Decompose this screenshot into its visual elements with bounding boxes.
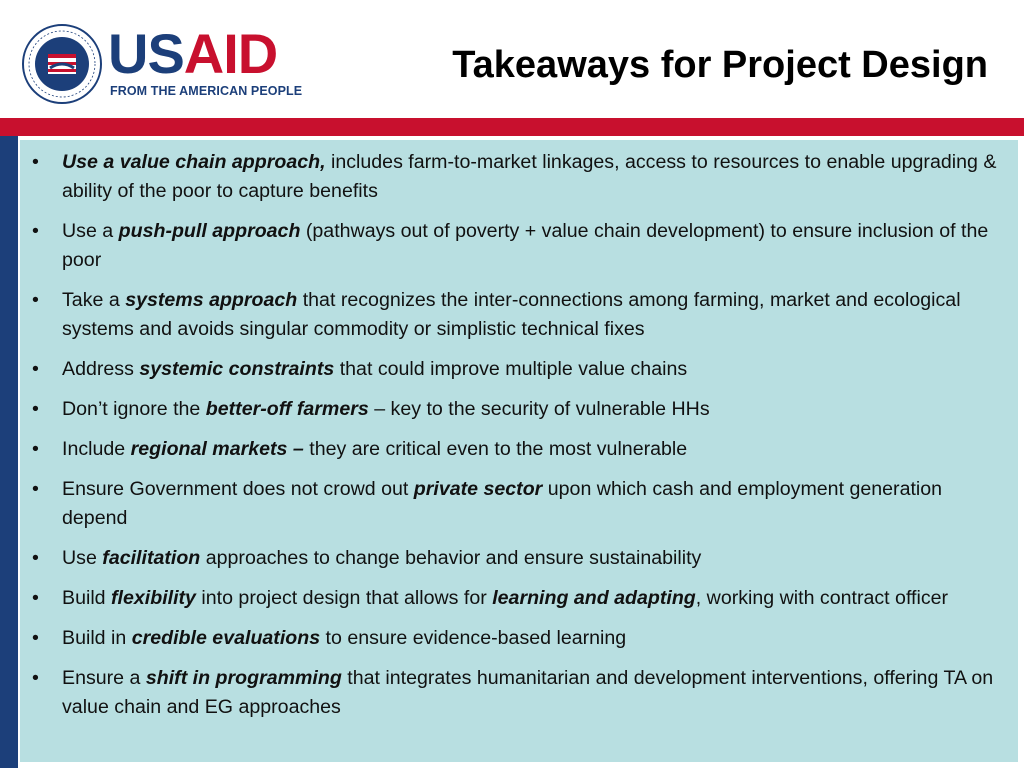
bullet-emphasis: shift in programming (145, 667, 342, 689)
bullet-item (20, 664, 1004, 722)
bullet-text: Build in (62, 627, 132, 649)
bullet-dot-icon: • (32, 547, 39, 569)
bullet-text: Ensure a (62, 667, 146, 689)
slide-title: Takeaways for Project Design (452, 44, 988, 86)
slide-header (0, 0, 1024, 118)
bullet-item (20, 544, 1004, 573)
bullet-text: Use a (62, 220, 119, 242)
bullet-text: that could improve multiple value chains (334, 358, 688, 380)
bullet-emphasis: credible evaluations (131, 627, 321, 649)
bullet-text: to ensure evidence-based learning (320, 627, 627, 649)
bullet-dot-icon: • (32, 151, 39, 173)
bullet-item (20, 475, 1004, 533)
bullet-list (20, 148, 1004, 722)
bullet-dot-icon: • (32, 478, 39, 500)
bullet-item (20, 217, 1004, 275)
bullet-text: Address (62, 358, 140, 380)
bullet-text: approaches to change behavior and ensure sustainability (200, 547, 702, 569)
bullet-text: Ensure Government does not crowd out (62, 478, 414, 500)
bullet-dot-icon: • (32, 289, 39, 311)
bullet-text: upon which cash and employment generation depend (62, 478, 943, 529)
bullet-item (20, 148, 1004, 206)
bullet-item (20, 355, 1004, 384)
bullet-emphasis: better-off farmers (205, 398, 369, 420)
bullet-text: , working with contract officer (695, 587, 949, 609)
bullet-emphasis: Use a value chain approach, (62, 151, 326, 173)
bullet-text: includes farm-to-market linkages, access to resources to enable upgrading & ability of the poor to capture benefits (62, 151, 997, 202)
left-stripe (0, 136, 18, 768)
bullet-text: (pathways out of poverty + value chain development) to ensure inclusion of the poor (62, 220, 989, 271)
bullet-emphasis: learning and adapting (492, 587, 696, 609)
bullet-dot-icon: • (32, 220, 39, 242)
bullet-dot-icon: • (32, 587, 39, 609)
bullet-emphasis: systems approach (125, 289, 298, 311)
bullet-dot-icon: • (32, 627, 39, 649)
bullet-text: Use (62, 547, 103, 569)
bullet-emphasis: systemic constraints (139, 358, 335, 380)
bullet-text: they are critical even to the most vulnerable (303, 438, 688, 460)
bullet-dot-icon: • (32, 398, 39, 420)
content-panel (20, 140, 1018, 762)
accent-bar (0, 118, 1024, 136)
bullet-text: Include (62, 438, 131, 460)
bullet-item (20, 435, 1004, 464)
logo-text (108, 24, 277, 84)
logo-us: US (108, 22, 184, 85)
bullet-text: Don’t ignore the (62, 398, 206, 420)
bullet-emphasis: flexibility (111, 587, 196, 609)
bullet-text: that recognizes the inter-connections among farming, market and ecological systems and avoids singular commodity or simplistic technical fixes (62, 289, 961, 340)
bullet-emphasis: private sector (413, 478, 543, 500)
usaid-wordmark (108, 22, 303, 100)
bullet-item (20, 286, 1004, 344)
bullet-text: Build (62, 587, 112, 609)
bullet-text: into project design that allows for (195, 587, 493, 609)
bullet-text: that integrates humanitarian and development interventions, offering TA on value chain and EG approaches (62, 667, 994, 718)
bullet-item (20, 624, 1004, 653)
bullet-dot-icon: • (32, 667, 39, 689)
usaid-seal-icon (22, 24, 102, 104)
bullet-dot-icon: • (32, 438, 39, 460)
bullet-emphasis: regional markets – (130, 438, 304, 460)
bullet-text: Take a (62, 289, 126, 311)
logo-tagline: FROM THE AMERICAN PEOPLE (110, 84, 303, 98)
bullet-dot-icon: • (32, 358, 39, 380)
bullet-text: – key to the security of vulnerable HHs (368, 398, 710, 420)
bullet-item (20, 584, 1004, 613)
bullet-item (20, 395, 1004, 424)
bullet-emphasis: push-pull approach (118, 220, 301, 242)
bullet-emphasis: facilitation (102, 547, 201, 569)
logo-aid: AID (183, 22, 278, 85)
